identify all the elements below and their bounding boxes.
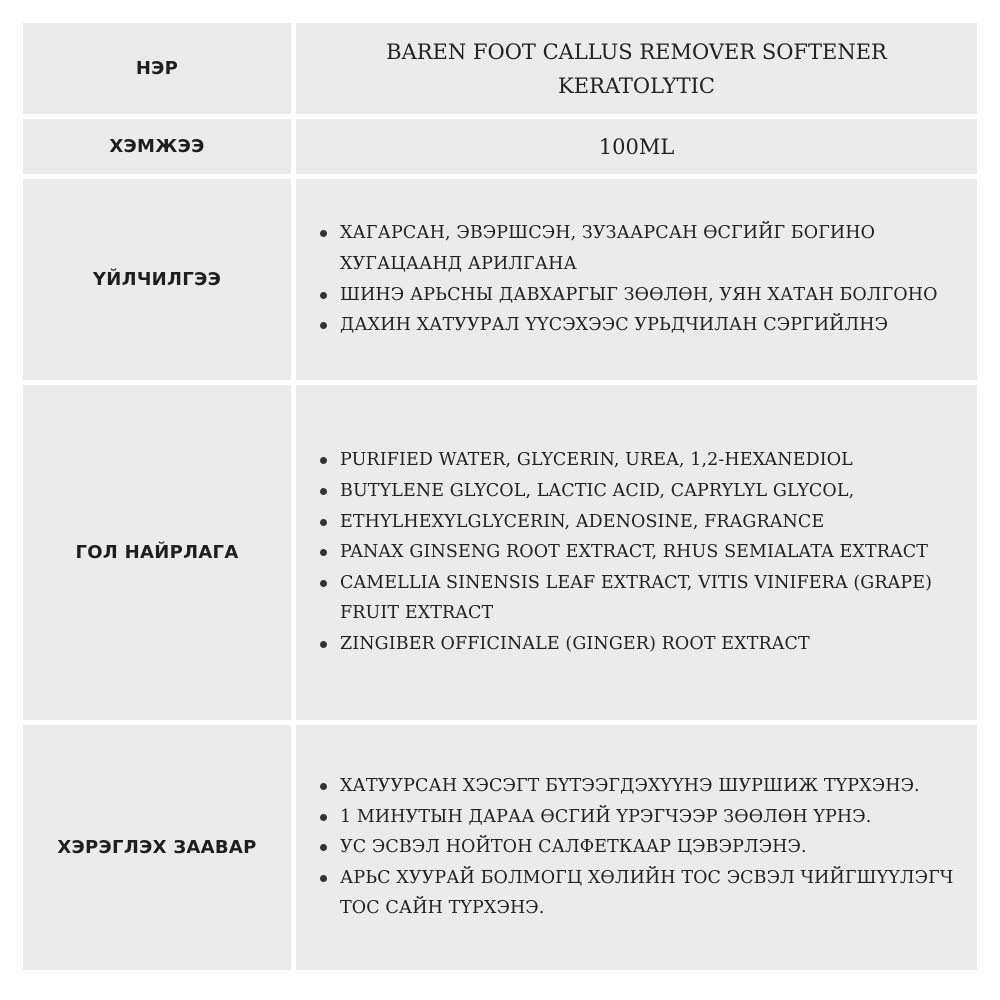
name-value-cell <box>296 23 977 114</box>
list-item: АРЬС ХУУРАЙ БОЛМОГЦ ХӨЛИЙН ТОС ЭСВЭЛ ЧИЙГШҮҮЛЭГЧ ТОС САЙН ТҮРХЭНЭ. <box>340 863 961 924</box>
ingredients-label-cell <box>23 385 291 720</box>
list-item: УС ЭСВЭЛ НОЙТОН САЛФЕТКААР ЦЭВЭРЛЭНЭ. <box>340 832 961 863</box>
list-item: PURIFIED WATER, GLYCERIN, UREA, 1,2-HEXANEDIOL <box>340 445 961 476</box>
effects-label: ҮЙЛЧИЛГЭЭ <box>92 269 222 290</box>
effects-list <box>318 218 961 340</box>
effects-value-cell <box>296 179 977 380</box>
usage-label: ХЭРЭГЛЭХ ЗААВАР <box>57 837 257 858</box>
list-item: PANAX GINSENG ROOT EXTRACT, RHUS SEMIALATA EXTRACT <box>340 537 961 568</box>
usage-value-cell <box>296 725 977 970</box>
size-value-cell <box>296 119 977 174</box>
effects-label-cell <box>23 179 291 380</box>
product-size: 100ML <box>598 134 675 159</box>
ingredients-list <box>318 445 961 659</box>
ingredients-label: ГОЛ НАЙРЛАГА <box>75 542 239 563</box>
size-label: ХЭМЖЭЭ <box>109 136 205 157</box>
product-info-table <box>23 23 977 970</box>
list-item: ETHYLHEXYLGLYCERIN, ADENOSINE, FRAGRANCE <box>340 507 961 538</box>
name-label: НЭР <box>135 58 179 79</box>
list-item: ДАХИН ХАТУУРАЛ ҮҮСЭХЭЭС УРЬДЧИЛАН СЭРГИЙЛНЭ <box>340 310 961 341</box>
list-item: CAMELLIA SINENSIS LEAF EXTRACT, VITIS VINIFERA (GRAPE) FRUIT EXTRACT <box>340 568 961 629</box>
list-item: ШИНЭ АРЬСНЫ ДАВХАРГЫГ ЗӨӨЛӨН, УЯН ХАТАН БОЛГОНО <box>340 280 961 311</box>
list-item: ХАГАРСАН, ЭВЭРШСЭН, ЗУЗААРСАН ӨСГИЙГ БОГИНО ХУГАЦААНД АРИЛГАНА <box>340 218 961 279</box>
list-item: ZINGIBER OFFICINALE (GINGER) ROOT EXTRACT <box>340 629 961 660</box>
usage-label-cell <box>23 725 291 970</box>
product-name: BAREN FOOT CALLUS REMOVER SOFTENER KERATOLYTIC <box>386 39 887 98</box>
list-item: 1 МИНУТЫН ДАРАА ӨСГИЙ ҮРЭГЧЭЭР ЗӨӨЛӨН ҮРНЭ. <box>340 802 961 833</box>
list-item: ХАТУУРСАН ХЭСЭГТ БҮТЭЭГДЭХҮҮНЭ ШУРШИЖ ТҮРХЭНЭ. <box>340 771 961 802</box>
size-label-cell <box>23 119 291 174</box>
ingredients-value-cell <box>296 385 977 720</box>
list-item: BUTYLENE GLYCOL, LACTIC ACID, CAPRYLYL GLYCOL, <box>340 476 961 507</box>
name-label-cell <box>23 23 291 114</box>
usage-list <box>318 771 961 924</box>
